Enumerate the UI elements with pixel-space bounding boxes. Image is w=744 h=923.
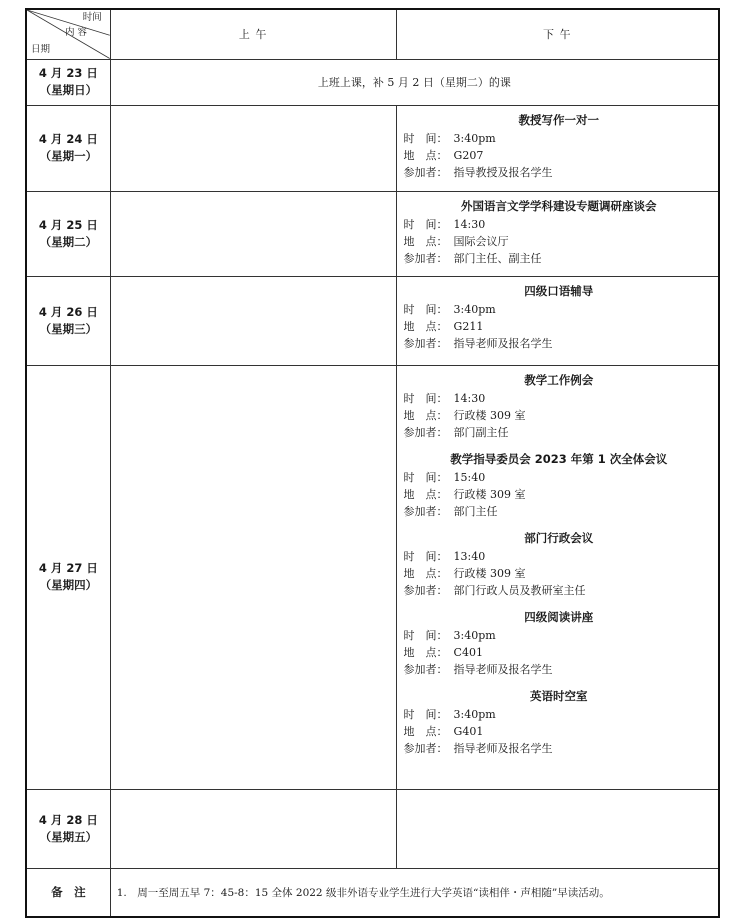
date-text: 4 月 28 日 — [38, 812, 98, 827]
diag-label-date: 日期 — [31, 43, 51, 55]
event-detail-line — [404, 661, 714, 678]
event-detail-value: G211 — [453, 319, 484, 333]
date-cell — [26, 276, 110, 365]
event-detail-label: 地 点： — [403, 724, 448, 738]
weekday-text: （星期二） — [39, 234, 98, 249]
event-detail-label: 时 间： — [403, 470, 448, 484]
event-detail-value: 14:30 — [453, 391, 486, 405]
event-detail-label: 参加者： — [403, 425, 448, 439]
event-detail-label: 时 间： — [403, 707, 448, 721]
event-detail-value: 行政楼 309 室 — [453, 566, 526, 580]
date-text: 4 月 23 日 — [38, 66, 98, 80]
weekday-text: （星期三） — [39, 321, 98, 336]
event-detail-line — [404, 582, 714, 599]
date-cell — [26, 191, 110, 276]
event-detail-line — [404, 335, 714, 352]
event-detail-line — [404, 565, 714, 582]
event-detail-value: 3:40pm — [453, 302, 496, 316]
event-detail-value: 行政楼 309 室 — [453, 408, 526, 422]
date-cell — [26, 789, 110, 868]
event-detail-line — [404, 486, 714, 503]
pm-cell — [396, 276, 719, 365]
event-detail-value: 13:40 — [453, 549, 486, 563]
event-detail-label: 参加者： — [403, 662, 448, 676]
event-detail-value: 15:40 — [453, 470, 486, 484]
event-detail-line — [404, 164, 714, 181]
event-detail-value: G207 — [453, 148, 484, 162]
date-text: 4 月 25 日 — [38, 217, 98, 232]
pm-cell — [396, 191, 719, 276]
event-detail-value: 14:30 — [453, 217, 486, 231]
event-detail-line — [404, 318, 714, 335]
am-cell — [110, 276, 396, 365]
event-detail-line — [404, 644, 714, 661]
date-text: 4 月 26 日 — [38, 304, 98, 319]
event-detail-line — [404, 390, 714, 407]
event-block — [404, 530, 714, 599]
event-detail-line — [404, 740, 714, 757]
remarks-row — [26, 868, 719, 917]
event-detail-line — [404, 723, 714, 740]
weekday-text: （星期日） — [39, 83, 98, 97]
event-block — [404, 372, 714, 441]
event-detail-value: 部门行政人员及教研室主任 — [453, 583, 586, 597]
event-detail-value: 指导老师及报名学生 — [453, 662, 553, 676]
event-detail-line — [404, 627, 714, 644]
event-detail-value: 国际会议厅 — [453, 234, 509, 248]
pm-cell — [396, 789, 719, 868]
event-detail-value: 3:40pm — [453, 628, 496, 642]
event-detail-label: 参加者： — [403, 251, 448, 265]
event-detail-value: 3:40pm — [453, 707, 496, 721]
event-detail-label: 地 点： — [403, 234, 448, 248]
diag-label-content: 内 容 — [65, 27, 88, 38]
event-block — [404, 609, 714, 678]
event-detail-label: 时 间： — [403, 628, 448, 642]
event-title: 教学工作例会 — [524, 372, 594, 387]
event-detail-line — [404, 424, 714, 441]
day-row-5 — [26, 789, 719, 868]
date-text: 4 月 27 日 — [38, 561, 98, 575]
day-row-3 — [26, 276, 719, 365]
event-detail-label: 时 间： — [403, 217, 448, 231]
event-detail-line — [404, 706, 714, 723]
event-title: 四级阅读讲座 — [524, 609, 594, 624]
event-block — [404, 283, 714, 352]
event-detail-value: 行政楼 309 室 — [453, 487, 526, 501]
event-detail-label: 地 点： — [403, 566, 448, 580]
event-title: 教学指导委员会 2023 年第 1 次全体会议 — [450, 451, 668, 466]
am-cell — [110, 191, 396, 276]
event-detail-label: 参加者： — [403, 741, 448, 755]
date-cell — [26, 59, 110, 105]
am-cell — [110, 365, 396, 789]
event-block — [404, 198, 714, 267]
event-detail-line — [404, 130, 714, 147]
event-detail-label: 地 点： — [403, 408, 448, 422]
event-detail-value: 指导老师及报名学生 — [453, 336, 553, 350]
weekday-text: （星期四） — [39, 578, 98, 592]
weekday-text: （星期一） — [39, 149, 98, 163]
date-text: 4 月 24 日 — [38, 132, 98, 146]
event-detail-label: 时 间： — [403, 549, 448, 563]
event-detail-line — [404, 407, 714, 424]
event-detail-label: 地 点： — [403, 148, 448, 162]
event-detail-value: G401 — [453, 724, 484, 738]
event-detail-label: 参加者： — [403, 504, 448, 518]
event-title: 四级口语辅导 — [524, 283, 594, 298]
date-cell — [26, 365, 110, 789]
event-block — [404, 451, 714, 520]
event-detail-line — [404, 233, 714, 250]
pm-cell — [396, 365, 719, 789]
event-detail-label: 地 点： — [403, 645, 448, 659]
event-detail-value: 部门主任、副主任 — [453, 251, 542, 265]
event-title: 部门行政会议 — [524, 530, 594, 545]
am-cell — [110, 789, 396, 868]
diagonal-header-cell — [26, 9, 110, 59]
event-detail-value: 指导老师及报名学生 — [453, 741, 553, 755]
event-detail-line — [404, 147, 714, 164]
event-title: 英语时空室 — [530, 688, 588, 703]
event-detail-line — [404, 503, 714, 520]
column-header-pm: 下 午 — [396, 9, 719, 59]
day-row-4 — [26, 365, 719, 789]
column-header-am: 上 午 — [110, 9, 396, 59]
event-detail-value: 3:40pm — [453, 131, 496, 145]
day-row-0 — [26, 59, 719, 105]
event-detail-value: C401 — [453, 645, 483, 659]
weekday-text: （星期五） — [39, 829, 98, 844]
day-row-1 — [26, 105, 719, 191]
event-detail-line — [404, 301, 714, 318]
date-cell — [26, 105, 110, 191]
schedule-table — [25, 8, 720, 918]
diag-label-time: 时间 — [82, 12, 102, 23]
day-row-2 — [26, 191, 719, 276]
event-detail-label: 参加者： — [403, 336, 448, 350]
pm-cell — [396, 105, 719, 191]
header-row — [26, 9, 719, 59]
event-detail-value: 部门副主任 — [453, 425, 509, 439]
remarks-label: 备 注 — [26, 868, 110, 917]
event-detail-value: 指导教授及报名学生 — [453, 165, 553, 179]
event-detail-label: 地 点： — [403, 319, 448, 333]
am-cell — [110, 105, 396, 191]
event-detail-label: 时 间： — [403, 302, 448, 316]
day-note: 上班上课，补 5 月 2 日（星期二）的课 — [110, 59, 719, 105]
event-detail-line — [404, 250, 714, 267]
event-detail-line — [404, 548, 714, 565]
event-detail-line — [404, 469, 714, 486]
event-block — [404, 112, 714, 181]
event-title: 教授写作一对一 — [518, 112, 600, 127]
event-detail-line — [404, 216, 714, 233]
remarks-text: 1. 周一至周五早 7：45-8：15 全体 2022 级非外语专业学生进行大学英语“读相伴・声相随”早读活动。 — [110, 868, 719, 917]
event-detail-label: 参加者： — [403, 165, 448, 179]
event-detail-value: 部门主任 — [453, 504, 498, 518]
event-detail-label: 参加者： — [403, 583, 448, 597]
event-title: 外国语言文学学科建设专题调研座谈会 — [461, 198, 657, 213]
event-detail-label: 时 间： — [403, 131, 448, 145]
event-detail-label: 时 间： — [403, 391, 448, 405]
event-detail-label: 地 点： — [403, 487, 448, 501]
event-block — [404, 688, 714, 757]
